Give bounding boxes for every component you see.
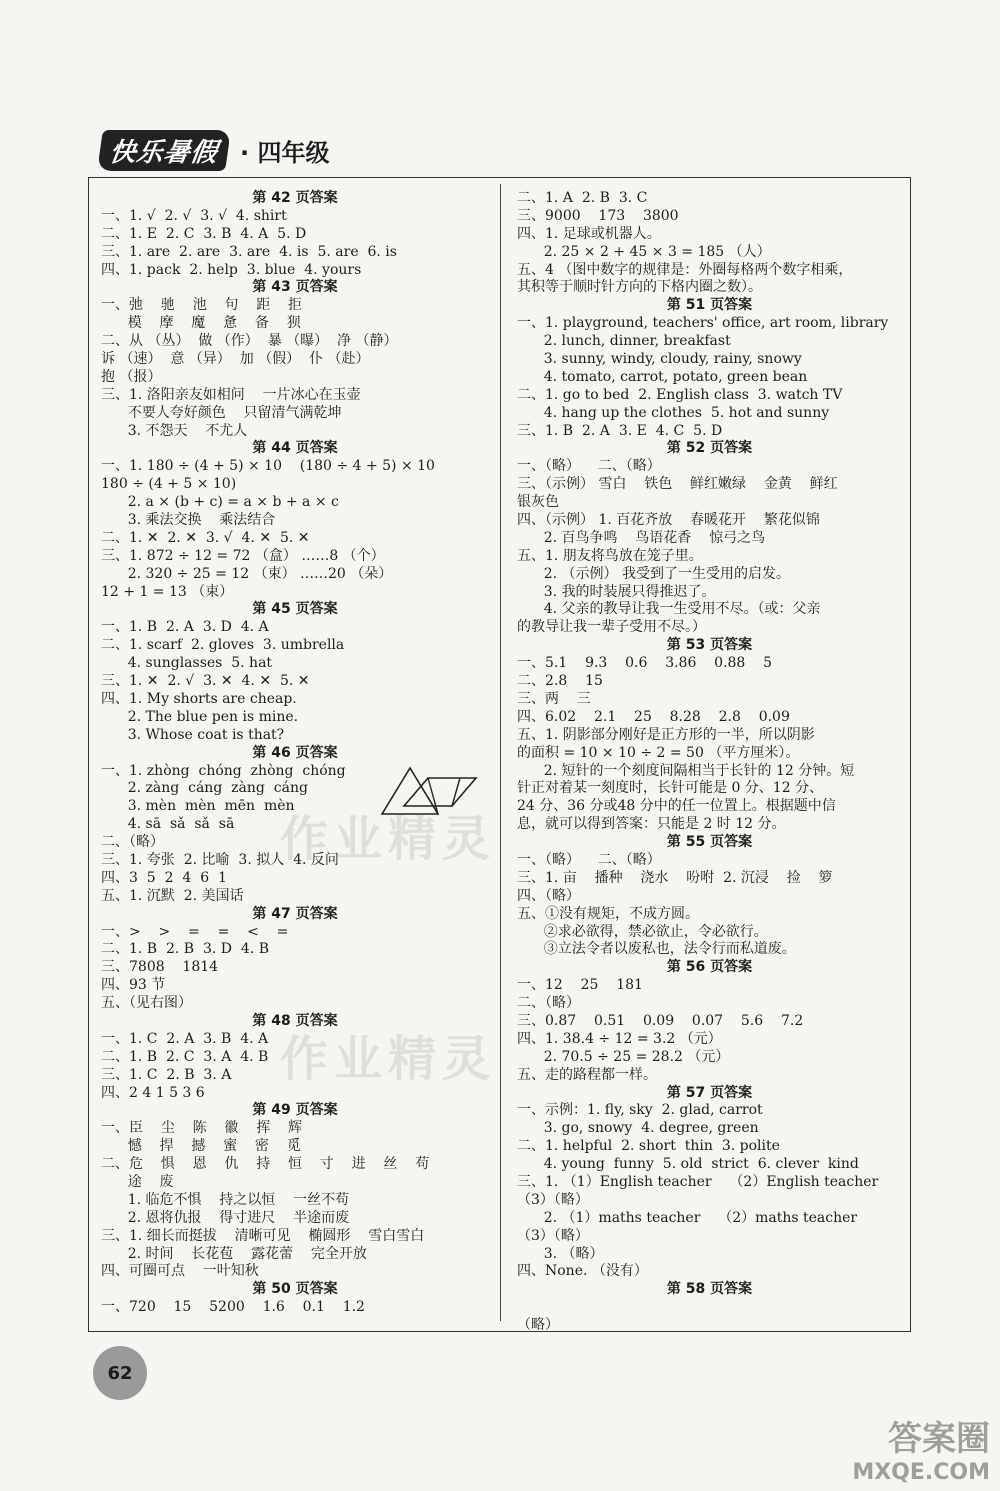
answer-line: 四、1. pack 2. help 3. blue 4. yours [101,261,362,278]
answer-line: 二、1. E 2. C 3. B 4. A 5. D [101,225,307,242]
section-heading: 第 47 页答案 [252,905,338,922]
section-heading: 第 53 页答案 [666,637,753,654]
answer-line: 3. go, snowy 4. degree, green [517,1120,759,1137]
answer-line: 二、危 惧 恩 仇 持 恒 寸 进 丝 苟 [101,1156,430,1173]
answer-line: 的教导让我一辈子受用不尽。） [517,619,706,636]
section-heading: 第 45 页答案 [252,601,338,618]
answer-line: 二、2.8 15 [517,673,603,690]
answer-line: 4. hang up the clothes 5. hot and sunny [517,404,830,421]
answer-line: ②求必欲得，禁必欲止，令必欲行。 [517,923,768,940]
answer-line: 2. 百鸟争鸣 鸟语花香 惊弓之鸟 [517,529,766,546]
answer-line: 2. 恩将仇报 得寸进尺 半途而废 [101,1209,350,1226]
answer-line: 三、1. 872 ÷ 12 = 72 （盒） ……8 （个） [101,547,385,564]
answer-line: 二、（略） [101,834,164,851]
answer-line: 途 废 [101,1173,174,1190]
watermark: 作业精灵 [280,811,497,867]
section-heading: 第 44 页答案 [252,440,338,457]
section-heading: 第 57 页答案 [666,1084,753,1101]
answer-line: 1. 临危不惧 持之以恒 一丝不苟 [101,1191,350,1208]
answer-line: 一、> > = = < = [101,923,289,940]
site-url: MXQE.COM [852,1460,990,1485]
answer-line: 二、1. A 2. B 3. C [517,190,648,206]
answer-line: （略） [517,1317,559,1334]
section-heading: 第 43 页答案 [252,279,338,296]
answer-line: （3）（略） [517,1227,589,1244]
section-heading: 第 42 页答案 [252,190,338,206]
site-name: 答案圈 [888,1419,990,1459]
answer-line: 四、（略） [517,887,580,904]
answer-line: 3. mèn mèn mēn mèn [101,798,295,815]
answer-line: 五、4 （图中数字的规律是：外圈每格两个数字相乘， [517,261,853,278]
answer-line: 三、1. 细长而挺拔 清晰可见 椭圆形 雪白雪白 [101,1227,425,1244]
answer-line: 2. 25 × 2 + 45 × 3 = 185 （人） [517,243,771,260]
answer-line: 2. a × (b + c) = a × b + a × c [101,494,339,511]
answer-line: 五、走的路程都一样。 [517,1066,657,1083]
answer-line: 2. 短针的一个刻度间隔相当于长针的 12 分钟。短 [517,762,855,779]
answer-line: 三、1. （1）English teacher （2）English teacher [517,1173,879,1190]
answer-line: 12 + 1 = 13 （束） [101,583,234,600]
answer-line: 五、1. 阴影部分刚好是正方形的一半，所以阴影 [517,726,815,743]
left-column [101,190,489,1317]
section-heading: 第 51 页答案 [666,297,753,314]
answer-line: 四、1. My shorts are cheap. [101,690,297,707]
answer-line: 一、（略） 二、（略） [517,458,661,475]
section-heading: 第 48 页答案 [252,1012,338,1029]
answer-line: 2. lunch, dinner, breakfast [517,333,731,350]
column-divider [500,184,501,1321]
answer-line: 四、可圈可点 一叶知秋 [101,1263,259,1280]
answer-line: 2. （示例） 我受到了一生受用的启发。 [517,565,790,582]
answer-line: 一、（略） 二、（略） [517,851,661,868]
section-heading: 第 50 页答案 [252,1281,338,1298]
answer-line: 针正对着某一刻度时，长针可能是 0 分、12 分、 [517,780,824,797]
answer-line: 银灰色 [517,494,559,511]
answer-line: 三、两 三 [517,690,591,707]
answer-line: 一、1. 180 ÷ (4 + 5) × 10 (180 ÷ 4 + 5) × 10 [101,458,435,475]
answer-box [88,177,911,1332]
answer-line: 四、None. （没有） [517,1263,648,1280]
section-heading: 第 46 页答案 [252,744,338,761]
book-logo: 快乐暑假 [97,130,231,171]
answer-line: 一、5.1 9.3 0.6 3.86 0.88 5 [517,655,773,672]
answer-line: 三、7808 1814 [101,959,219,976]
section-heading: 第 52 页答案 [666,440,753,457]
page-header [100,128,330,172]
answer-line: 二、从 （丛） 做 （作） 暴 （曝） 净 （静） [101,333,398,350]
answer-line: 不要人夸好颜色 只留清气满乾坤 [101,404,342,421]
section-heading: 第 56 页答案 [666,959,753,976]
page-number: 62 [93,1346,147,1400]
answer-line: 四、2 4 1 5 3 6 [101,1084,205,1101]
answer-line: 五、（见右图） [101,995,192,1012]
answer-line: 二、1. scarf 2. gloves 3. umbrella [101,637,345,654]
answer-line: 4. 父亲的教导让我一生受用不尽。（或：父亲 [517,601,821,618]
answer-line: 一、1. C 2. A 3. B 4. A [101,1030,269,1047]
answer-line: 二、（略） [517,995,580,1012]
answer-line: 2. 320 ÷ 25 = 12 （束） ……20 （朵） [101,565,393,582]
answer-line: 2. 时间 长花苞 露花蕾 完全开放 [101,1245,367,1262]
answer-line: 三、0.87 0.51 0.09 0.07 5.6 7.2 [517,1012,804,1029]
grade-label: · 四年级 [240,138,330,167]
answer-line: 一、1. B 2. A 3. D 4. A [101,619,269,636]
answer-line: 三、1. are 2. are 3. are 4. is 5. are 6. is [101,243,397,260]
answer-line: 一、弛 驰 池 句 距 拒 [101,297,303,314]
answer-line: 3. sunny, windy, cloudy, rainy, snowy [517,351,802,368]
answer-line: 五、①没有规矩，不成方圆。 [517,905,699,922]
answer-line: 一、1. playground, teachers' office, art room, library [517,315,889,332]
answer-line: 3. 不怨天 不尤人 [101,422,248,439]
answer-line: 4. tomato, carrot, potato, green bean [517,368,808,385]
site-watermark [852,1411,990,1485]
answer-line: 2. 70.5 ÷ 25 = 28.2 （元） [517,1048,730,1065]
answer-line: 憾 捍 撼 蜜 密 觅 [101,1138,301,1155]
answer-line: 3. 乘法交换 乘法结合 [101,512,276,529]
answer-line: 四、（示例） 1. 百花齐放 春暖花开 繁花似锦 [517,512,820,529]
answer-line: 三、9000 173 3800 [517,207,679,224]
answer-line: 的面积 = 10 × 10 ÷ 2 = 50 （平方厘米）。 [517,744,800,761]
answer-line: 二、1. B 2. C 3. A 4. B [101,1048,269,1065]
answer-line: 二、1. helpful 2. short thin 3. polite [517,1138,780,1155]
answer-line: 诉 （速） 意 （异） 加 （假） 仆 （赴） [101,351,370,368]
answer-line: 三、1. C 2. B 3. A [101,1066,232,1083]
answer-line: 四、93 节 [101,977,166,994]
answer-line: 二、1. B 2. B 3. D 4. B [101,941,270,958]
answer-line: 三、1. B 2. A 3. E 4. C 5. D [517,422,723,439]
answer-line: 三、1. 洛阳亲友如相问 一片冰心在玉壶 [101,386,361,403]
answer-line: ③立法令者以废私也，法令行而私道废。 [517,941,796,958]
answer-line: 四、6.02 2.1 25 8.28 2.8 0.09 [517,708,790,725]
answer-line: 三、1. 亩 播种 浇水 吩咐 2. 沉浸 捡 箩 [517,869,833,886]
answer-line: 息，就可以得到答案：只能是 2 时 12 分。 [517,816,786,833]
answer-line: 4. sunglasses 5. hat [101,655,273,672]
answer-line: 4. sā sǎ sǎ sā [101,816,235,833]
answer-line: 2. （1）maths teacher （2）maths teacher [517,1209,858,1226]
answer-line: 2. The blue pen is mine. [101,708,299,725]
answer-line: 3. （略） [517,1245,604,1262]
answer-line: 四、3 5 2 4 6 1 [101,869,227,886]
answer-line: 二、1. ✕ 2. ✕ 3. √ 4. ✕ 5. ✕ [101,529,310,546]
answer-line: 三、1. ✕ 2. √ 3. ✕ 4. ✕ 5. ✕ [101,673,310,690]
answer-line: 三、（示例） 雪白 铁色 鲜红嫩绿 金黄 鲜红 [517,476,838,493]
section-heading: 第 58 页答案 [666,1281,753,1298]
answer-line: 一、12 25 181 [517,977,643,994]
answer-line: 一、1. √ 2. √ 3. √ 4. shirt [101,207,287,224]
answer-line: 24 分、36 分或48 分中的任一位置上。根据题中信 [517,798,836,815]
answer-line: 二、1. go to bed 2. English class 3. watch TV [517,386,843,403]
watermark: 作业精灵 [280,1031,497,1087]
answer-line: 一、1. zhòng chóng zhòng chóng [101,762,346,779]
right-column [517,190,902,1335]
answer-line [517,1299,902,1317]
section-heading: 第 55 页答案 [666,834,753,851]
answer-line: 模 摩 魔 惫 备 狈 [101,315,301,332]
answer-line: 一、臣 尘 陈 徽 挥 辉 [101,1120,303,1137]
answer-line: 180 ÷ (4 + 5 × 10) [101,476,237,493]
answer-line: （3）（略） [517,1191,589,1208]
answer-line: 抱 （报） [101,368,162,385]
answer-line: 4. young funny 5. old strict 6. clever kind [517,1156,859,1173]
answer-line: 五、1. 沉默 2. 美国话 [101,887,244,904]
answer-line: 3. 我的时装展只得推迟了。 [517,583,716,600]
answer-line: 三、1. 夸张 2. 比喻 3. 拟人 4. 反问 [101,851,339,868]
answer-line: 其积等于顺时针方向的下格内圈之数）。 [517,279,762,296]
answer-line: 四、1. 38.4 ÷ 12 = 3.2 （元） [517,1030,722,1047]
answer-line: 一、720 15 5200 1.6 0.1 1.2 [101,1299,365,1316]
answer-line: 一、示例：1. fly, sky 2. glad, carrot [517,1102,763,1119]
answer-line: 五、1. 朋友将鸟放在笼子里。 [517,547,703,564]
answer-line: 2. zàng cáng zàng cáng [101,780,308,797]
answer-line: 四、1. 足球或机器人。 [517,225,661,242]
answer-line: 3. Whose coat is that? [101,726,285,743]
section-heading: 第 49 页答案 [252,1102,338,1119]
